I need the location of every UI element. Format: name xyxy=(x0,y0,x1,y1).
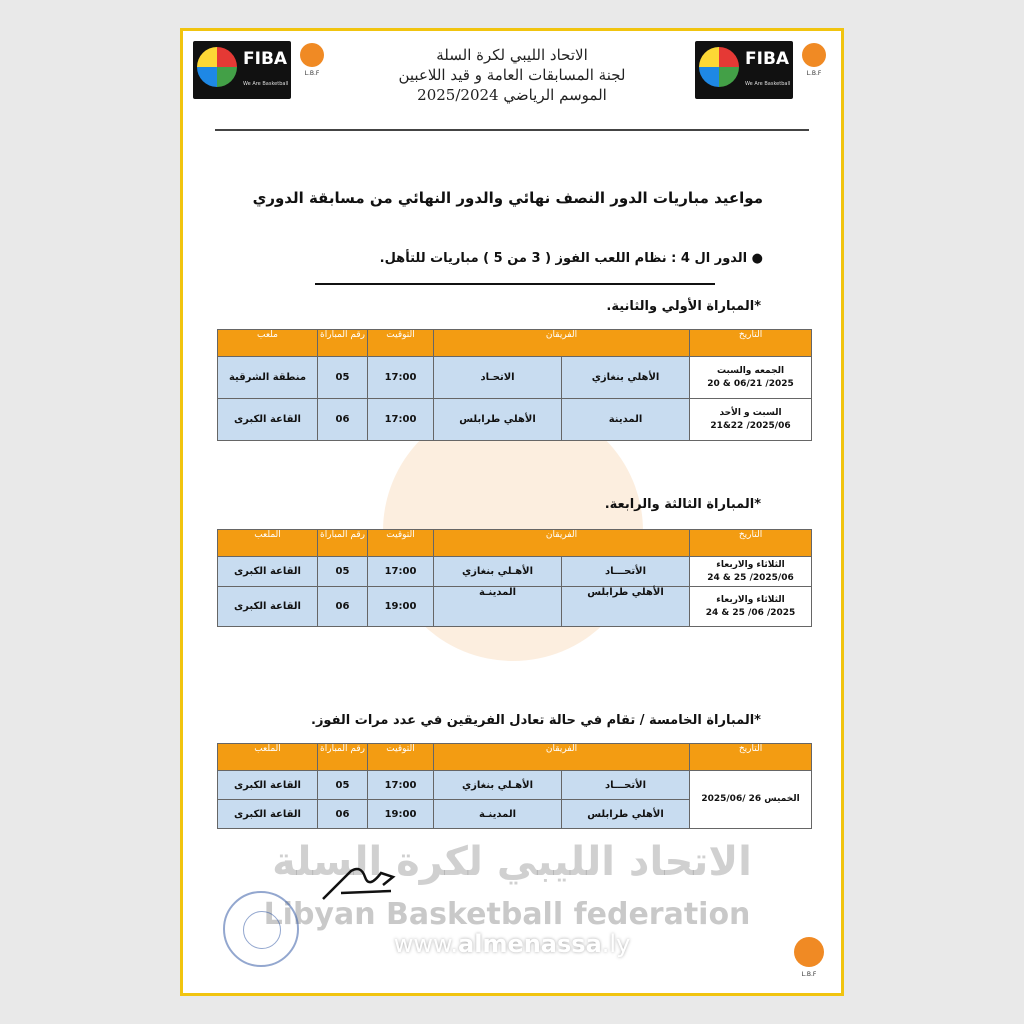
team-cell: الأتحـــاد xyxy=(562,557,690,587)
team-cell: الأهـلي بنغازي xyxy=(434,557,562,587)
document-title: مواعيد مباريات الدور النصف نهائي والدور النهائي من مسابقة الدوري xyxy=(252,189,763,207)
bullet-dot-icon: ● xyxy=(747,251,763,266)
table-header-row xyxy=(218,330,812,357)
time-cell: 19:00 xyxy=(368,800,434,829)
watermark-english: Libyan Basketball federation xyxy=(263,897,751,932)
signature xyxy=(321,863,401,903)
team-cell: المدينة xyxy=(562,399,690,441)
fiba-logo-text: FIBA xyxy=(243,49,288,69)
date-cell xyxy=(690,557,812,587)
team-cell: الأهلي بنغازي xyxy=(562,357,690,399)
date-dates: 2025/06/ 25 & 24 xyxy=(707,572,794,583)
section-title-2: *المباراة الثالثة والرابعة. xyxy=(604,497,761,512)
date-days: الثلاثاء والاربعاء xyxy=(716,594,785,605)
time-cell: 17:00 xyxy=(368,357,434,399)
match-no-cell: 06 xyxy=(318,587,368,627)
table-row xyxy=(218,399,812,441)
header-time: التوقيت xyxy=(368,330,434,357)
time-cell: 19:00 xyxy=(368,587,434,627)
lbf-logo xyxy=(295,43,329,95)
header-teams: الفريقان xyxy=(434,744,690,771)
team-cell: الأهـلي بنغازي xyxy=(434,771,562,800)
lbf-logo-text: L.B.F xyxy=(304,70,320,77)
venue-cell: منطقة الشرقية xyxy=(218,357,318,399)
team-cell: الأهلي طرابلس xyxy=(434,399,562,441)
header-venue: ملعب xyxy=(218,330,318,357)
date-cell xyxy=(690,587,812,627)
fiba-logo-subtext: We Are Basketball xyxy=(745,81,791,87)
letterhead xyxy=(333,45,691,105)
header-teams: الفريقان xyxy=(434,330,690,357)
watermark-arabic: الاتحاد الليبي لكرة السلة xyxy=(272,839,752,885)
team-cell: الأتحـــاد xyxy=(562,771,690,800)
section-title-3: *المباراة الخامسة / تقام في حالة تعادل الفريقين في عدد مرات الفوز. xyxy=(311,713,761,728)
team-cell: الأهلي طرابلس xyxy=(562,800,690,829)
website-suffix: .ly xyxy=(601,930,631,958)
table-row xyxy=(218,587,812,627)
header-date: التاريخ xyxy=(690,530,812,557)
bullet-divider xyxy=(315,283,715,285)
match-no-cell: 06 xyxy=(318,800,368,829)
date-dates: 2025/ 06/ 25 & 24 xyxy=(705,607,796,618)
header-date: التاريخ xyxy=(690,330,812,357)
format-bullet xyxy=(380,251,763,266)
fiba-logo xyxy=(193,41,291,99)
venue-cell: القاعة الكبرى xyxy=(218,800,318,829)
fiba-logo-text: FIBA xyxy=(745,49,790,69)
format-text: الدور ال 4 : نظام اللعب الفوز ( 3 من 5 ) مباريات للتأهل. xyxy=(379,251,748,266)
fiba-logo-right xyxy=(695,41,793,99)
time-cell: 17:00 xyxy=(368,399,434,441)
team-cell: المدينـة xyxy=(434,800,562,829)
time-cell: 17:00 xyxy=(368,771,434,800)
header-divider xyxy=(215,129,809,131)
document-page xyxy=(180,28,844,996)
venue-cell: القاعة الكبرى xyxy=(218,771,318,800)
lbf-logo-right xyxy=(797,43,831,95)
venue-cell: القاعة الكبرى xyxy=(218,587,318,627)
lbf-logo-text: L.B.F xyxy=(806,70,822,77)
lbf-logo-text: L.B.F xyxy=(801,971,817,978)
venue-cell: القاعة الكبرى xyxy=(218,557,318,587)
website-watermark xyxy=(0,930,1024,958)
date-cell xyxy=(690,357,812,399)
date-dates: 2025/ 06/21 & 20 xyxy=(707,378,794,389)
table-row xyxy=(218,357,812,399)
date-days: الجمعه والسبت xyxy=(716,365,785,376)
table-header-row xyxy=(218,530,812,557)
date-cell xyxy=(690,399,812,441)
header-date: التاريخ xyxy=(690,744,812,771)
basketball-icon xyxy=(300,43,324,67)
federation-name: الاتحاد الليبي لكرة السلة xyxy=(436,46,588,64)
team-cell: الأهلي طرابلس xyxy=(562,587,690,627)
date-days: السبت و الأحد xyxy=(719,407,782,418)
match-no-cell: 06 xyxy=(318,399,368,441)
website-name: almenassa xyxy=(458,930,602,958)
match-no-cell: 05 xyxy=(318,357,368,399)
time-cell: 17:00 xyxy=(368,557,434,587)
schedule-table-1 xyxy=(217,329,812,441)
fiba-ball-icon xyxy=(699,47,739,87)
date-days: الثلاثاء والاربعاء xyxy=(716,559,785,570)
basketball-icon xyxy=(802,43,826,67)
committee-name: لجنة المسابقات العامة و قيد اللاعبين xyxy=(398,66,626,84)
fiba-logo-subtext: We Are Basketball xyxy=(243,81,289,87)
date-dates: 2025/06/ 22&21 xyxy=(710,420,791,431)
header-match-no: رقم المباراة xyxy=(318,530,368,557)
header-time: التوقيت xyxy=(368,744,434,771)
website-prefix: www. xyxy=(393,930,459,958)
header-match-no: رقم المباراة xyxy=(318,330,368,357)
schedule-table-3 xyxy=(217,743,812,829)
table-header-row xyxy=(218,744,812,771)
date-cell: الخميس 26 /2025/06 xyxy=(690,771,812,829)
schedule-table-2 xyxy=(217,529,812,627)
header-match-no: رقم المباراة xyxy=(318,744,368,771)
header-venue: الملعب xyxy=(218,744,318,771)
team-cell: الاتحـاد xyxy=(434,357,562,399)
header-venue: الملعب xyxy=(218,530,318,557)
season: الموسم الرياضي 2025/2024 xyxy=(417,86,607,104)
header-teams: الفريقان xyxy=(434,530,690,557)
match-no-cell: 05 xyxy=(318,771,368,800)
fiba-ball-icon xyxy=(197,47,237,87)
venue-cell: القاعة الكبرى xyxy=(218,399,318,441)
table-row xyxy=(218,771,812,800)
match-no-cell: 05 xyxy=(318,557,368,587)
team-cell: المدينـة xyxy=(434,587,562,627)
section-title-1: *المباراة الأولي والثانية. xyxy=(606,299,761,314)
header-time: التوقيت xyxy=(368,530,434,557)
table-row xyxy=(218,557,812,587)
